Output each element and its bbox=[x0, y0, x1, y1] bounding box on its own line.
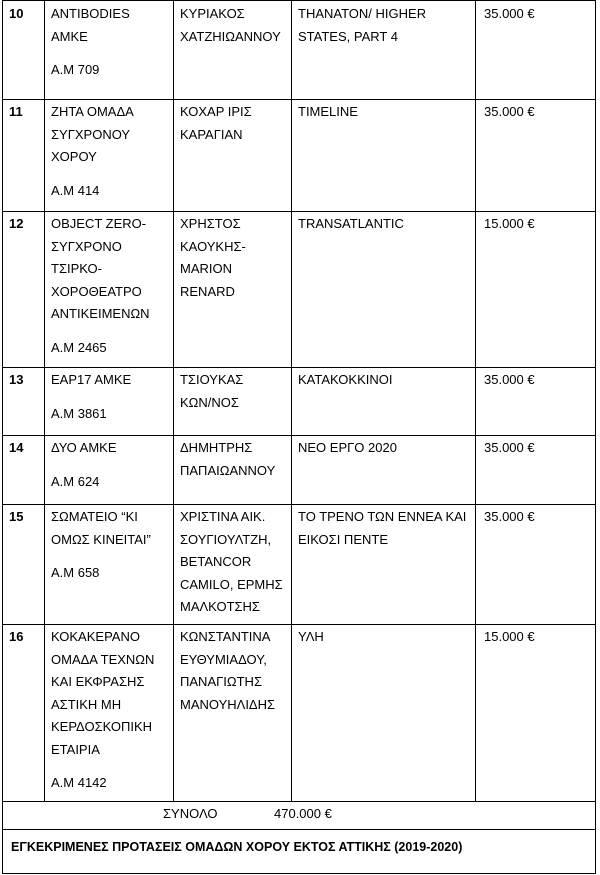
person-name-line: ΚΩΝΣΤΑΝΤΙΝΑ bbox=[180, 629, 271, 644]
grant-amount: 15.000 € bbox=[484, 629, 535, 644]
section-heading: ΕΓΚΕΚΡΙΜΕΝΕΣ ΠΡΟΤΑΣΕΙΣ ΟΜΑΔΩΝ ΧΟΡΟΥ ΕΚΤΟΣ ΑΤΤΙΚΗΣ (2019-2020) bbox=[11, 840, 463, 854]
organization-name-line: ΑΣΤΙΚΗ ΜΗ bbox=[51, 696, 122, 712]
grant-amount-cell bbox=[484, 101, 535, 124]
project-title-cell bbox=[298, 369, 392, 392]
grant-amount: 35.000 € bbox=[484, 104, 535, 119]
row-number bbox=[9, 369, 23, 392]
project-title-line: ΕΙΚΟΣΙ ΠΕΝΤΕ bbox=[298, 531, 388, 547]
person-name-line: ΚΥΡΙΑΚΟΣ bbox=[180, 6, 245, 21]
row-number bbox=[9, 437, 23, 460]
row-divider bbox=[3, 435, 595, 436]
row-number bbox=[9, 101, 23, 124]
total-value: 470.000 € bbox=[274, 806, 332, 821]
project-title-cell bbox=[298, 101, 358, 124]
artistic-director-cell bbox=[180, 3, 281, 48]
project-title-line: ΤΟ ΤΡΕΝΟ ΤΩΝ ΕΝΝΕΑ ΚΑΙ bbox=[298, 509, 467, 524]
organization-cell bbox=[51, 437, 117, 493]
organization-name-line: ΖΗΤΑ ΟΜΑΔΑ bbox=[51, 104, 134, 119]
row-divider bbox=[3, 99, 595, 100]
artistic-director-cell bbox=[180, 626, 275, 716]
project-title-cell bbox=[298, 437, 397, 460]
row-number-text: 12 bbox=[9, 216, 24, 231]
person-name-line: MARION bbox=[180, 261, 232, 276]
grant-amount: 35.000 € bbox=[484, 372, 535, 387]
column-divider bbox=[475, 1, 476, 801]
organization-name-line: ΚΕΡΔΟΣΚΟΠΙΚΗ bbox=[51, 719, 153, 734]
artistic-director-cell bbox=[180, 369, 243, 414]
person-name-line: ΣΟΥΓΙΟΥΛΤΖΗ, bbox=[180, 531, 272, 547]
row-divider bbox=[3, 801, 595, 802]
artistic-director-cell bbox=[180, 437, 275, 482]
person-name-line: ΧΑΤΖΗΙΩΑΝΝΟΥ bbox=[180, 28, 281, 44]
row-number-text: 15 bbox=[9, 509, 24, 524]
project-title-cell bbox=[298, 626, 324, 649]
organization-cell bbox=[51, 369, 131, 425]
organization-name-line: ΕΑΡ17 ΑΜΚΕ bbox=[51, 372, 132, 387]
grant-amount-cell bbox=[484, 437, 535, 460]
person-name-line: ΚΟΧΑΡ ΙΡΙΣ bbox=[180, 104, 252, 119]
person-name-line: ΠΑΝΑΓΙΩΤΗΣ bbox=[180, 674, 262, 689]
grant-amount: 35.000 € bbox=[484, 509, 535, 524]
grant-amount-cell bbox=[484, 626, 535, 649]
person-name-line: BETANCOR bbox=[180, 554, 252, 569]
person-name-line: CAMILO, ΕΡΜΗΣ bbox=[180, 576, 283, 592]
organization-name-line: ΟΜΑΔΑ ΤΕΧΝΩΝ bbox=[51, 651, 155, 667]
grant-amount-cell bbox=[484, 369, 535, 392]
organization-cell bbox=[51, 213, 150, 359]
grant-amount-cell bbox=[484, 3, 535, 26]
row-number-text: 14 bbox=[9, 440, 24, 455]
organization-name-line: ΣΥΓΧΡΟΝΟΥ bbox=[51, 126, 131, 142]
organization-name-line: ΤΣΙΡΚΟ- bbox=[51, 261, 102, 276]
person-name-line: ΕΥΘΥΜΙΑΔΟΥ, bbox=[180, 651, 267, 667]
registry-number: Α.Μ 2465 bbox=[51, 339, 107, 355]
project-title-line: ΥΛΗ bbox=[298, 629, 324, 644]
person-name-line: ΜΑΛΚΟΤΣΗΣ bbox=[180, 599, 260, 614]
artistic-director-cell bbox=[180, 213, 246, 303]
project-title-cell bbox=[298, 506, 466, 551]
project-title-line: STATES, PART 4 bbox=[298, 28, 398, 44]
column-divider bbox=[44, 1, 45, 801]
registry-number: Α.Μ 624 bbox=[51, 473, 100, 489]
organization-cell bbox=[51, 3, 130, 82]
grant-amount: 35.000 € bbox=[484, 6, 535, 21]
column-divider bbox=[173, 1, 174, 801]
organization-name-line: ANTIBODIES bbox=[51, 6, 130, 21]
person-name-line: ΜΑΝΟΥΗΛΙΔΗΣ bbox=[180, 696, 276, 712]
organization-name-line: ΑΝΤΙΚΕΙΜΕΝΩΝ bbox=[51, 306, 150, 321]
registry-number: Α.Μ 4142 bbox=[51, 775, 107, 790]
registry-number: Α.Μ 3861 bbox=[51, 405, 107, 421]
project-title-line: TRANSATLANTIC bbox=[298, 216, 404, 231]
person-name-line: ΠΑΠΑΙΩΑΝΝΟΥ bbox=[180, 462, 276, 478]
total-label: ΣΥΝΟΛΟ bbox=[163, 806, 218, 821]
organization-name-line: ΣΩΜΑΤΕΙΟ “ΚΙ bbox=[51, 509, 138, 524]
grant-table bbox=[2, 0, 596, 874]
person-name-line: RENARD bbox=[180, 283, 235, 299]
artistic-director-cell bbox=[180, 101, 252, 146]
row-number bbox=[9, 506, 23, 529]
grant-amount-cell bbox=[484, 213, 535, 236]
project-title-cell bbox=[298, 3, 426, 48]
row-divider bbox=[3, 504, 595, 505]
row-divider bbox=[3, 367, 595, 368]
organization-name-line: ΧΟΡΟΥ bbox=[51, 149, 97, 164]
person-name-line: ΚΑΡΑΓΙΑΝ bbox=[180, 126, 243, 142]
row-divider bbox=[3, 624, 595, 625]
row-number-text: 13 bbox=[9, 372, 24, 387]
organization-cell bbox=[51, 101, 134, 202]
person-name-line: ΧΡΗΣΤΟΣ bbox=[180, 216, 241, 231]
registry-number: Α.Μ 709 bbox=[51, 62, 100, 77]
organization-name-line: OBJECT ZERO- bbox=[51, 216, 147, 231]
person-name-line: ΤΣΙΟΥΚΑΣ bbox=[180, 372, 244, 387]
registry-number: Α.Μ 658 bbox=[51, 565, 100, 580]
row-number-text: 11 bbox=[9, 104, 23, 119]
row-number bbox=[9, 3, 23, 26]
project-title-cell bbox=[298, 213, 404, 236]
registry-number: Α.Μ 414 bbox=[51, 182, 100, 198]
project-title-line: ΚΑΤΑΚΟΚΚΙΝΟΙ bbox=[298, 372, 393, 387]
row-divider bbox=[3, 211, 595, 212]
row-divider bbox=[3, 829, 595, 830]
organization-name-line: ΑΜΚΕ bbox=[51, 28, 88, 44]
row-number-text: 16 bbox=[9, 629, 24, 644]
grant-amount: 35.000 € bbox=[484, 440, 535, 455]
grant-amount: 15.000 € bbox=[484, 216, 535, 231]
artistic-director-cell bbox=[180, 506, 283, 619]
person-name-line: ΚΑΟΥΚΗΣ- bbox=[180, 238, 246, 254]
organization-name-line: ΚΟΚΑΚΕΡΑΝΟ bbox=[51, 629, 140, 644]
row-number bbox=[9, 626, 23, 649]
column-divider bbox=[291, 1, 292, 801]
organization-name-line: ΔΥΟ ΑΜΚΕ bbox=[51, 440, 117, 455]
organization-name-line: ΣΥΓΧΡΟΝΟ bbox=[51, 238, 122, 254]
person-name-line: ΚΩΝ/ΝΟΣ bbox=[180, 394, 239, 410]
organization-name-line: ΟΜΩΣ ΚΙΝΕΙΤΑΙ” bbox=[51, 531, 151, 547]
row-number-text: 10 bbox=[9, 6, 24, 21]
organization-name-line: ΚΑΙ ΕΚΦΡΑΣΗΣ bbox=[51, 674, 145, 689]
organization-cell bbox=[51, 506, 151, 585]
organization-cell bbox=[51, 626, 154, 795]
organization-name-line: ΕΤΑΙΡΙΑ bbox=[51, 741, 100, 757]
organization-name-line: ΧΟΡΟΘΕΑΤΡΟ bbox=[51, 283, 142, 299]
grant-amount-cell bbox=[484, 506, 535, 529]
project-title-line: TIMELINE bbox=[298, 104, 358, 119]
project-title-line: THANATON/ HIGHER bbox=[298, 6, 427, 21]
person-name-line: ΧΡΙΣΤΙΝΑ ΑΙΚ. bbox=[180, 509, 266, 524]
person-name-line: ΔΗΜΗΤΡΗΣ bbox=[180, 440, 253, 455]
project-title-line: ΝΕΟ ΕΡΓΟ 2020 bbox=[298, 440, 397, 455]
row-number bbox=[9, 213, 23, 236]
